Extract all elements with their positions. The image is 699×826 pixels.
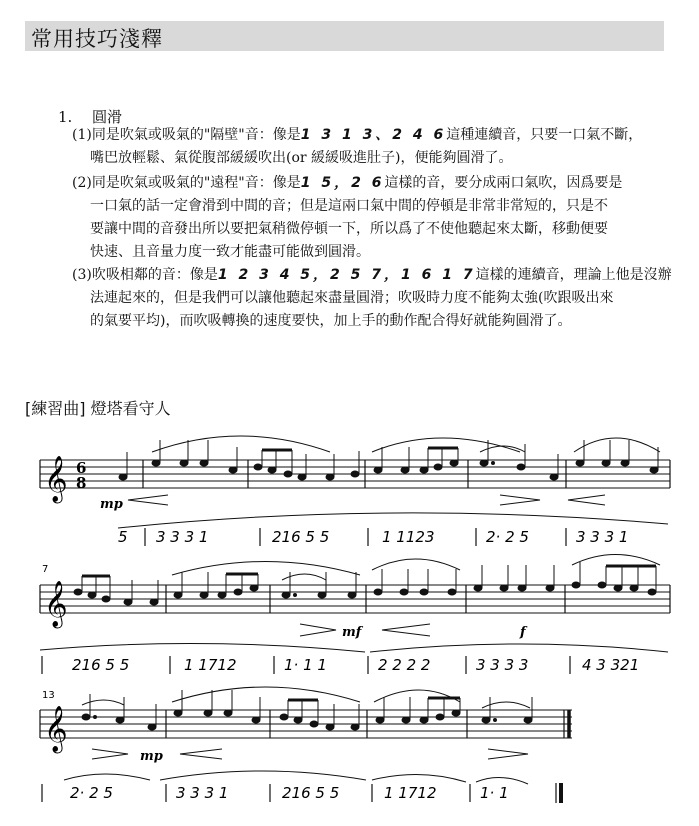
paragraph-1-line-2: 嘴巴放輕鬆、氣從腹部緩緩吹出(or 緩緩吸進肚子)，便能夠圓滑了。 xyxy=(90,150,513,166)
dynamic-f: f xyxy=(520,625,526,640)
svg-text:1 1712: 1 1712 xyxy=(384,784,437,802)
paragraph-3-notation: 1 2 3 4 5，2 5 7，1 6 1 7 xyxy=(217,267,476,283)
paragraph-2-notation: 1 5，2 6 xyxy=(300,175,385,191)
paragraph-3-line-2: 法連起來的，但是我們可以讓他聽起來盡量圓滑；吹吸時力度不能夠太強(吹跟吸出來 xyxy=(90,290,614,306)
decrescendo-hairpin xyxy=(92,749,128,759)
jianpu-row-2 xyxy=(40,643,668,674)
svg-text:1· 1: 1· 1 xyxy=(480,784,509,802)
treble-clef-icon: 𝄞 xyxy=(44,581,68,627)
jianpu-row-3 xyxy=(42,771,561,803)
staff-3 xyxy=(40,687,572,764)
decrescendo-hairpin xyxy=(300,624,336,636)
decrescendo-hairpin xyxy=(488,749,528,759)
paragraph-2-line-2: 一口氣的話一定會滑到中間的音；但是這兩口氣中間的停頓是非常非常短的，只是不 xyxy=(90,198,608,214)
svg-text:5: 5 xyxy=(118,528,128,546)
paragraph-1-notation: 1 3 1 3、2 4 6 xyxy=(300,127,447,143)
paragraph-1-line-1: (1)同是吹氣或吸氣的"隔壁"音：像是1 3 1 3、2 4 6這種連續音，只要一口氣不斷， xyxy=(72,127,643,143)
dynamic-mp-1: mp xyxy=(100,497,123,512)
jianpu-row-1 xyxy=(118,513,668,546)
treble-clef-icon: 𝄞 xyxy=(44,706,68,752)
paragraph-2-line-3: 要讓中間的音發出所以要把氣稍微停頓一下，所以爲了不使他聽起來太斷，移動便要 xyxy=(90,221,608,237)
staff-2 xyxy=(40,555,670,641)
svg-text:2· 2 5: 2· 2 5 xyxy=(486,528,529,546)
svg-text:216 5 5: 216 5 5 xyxy=(282,784,340,802)
time-signature-bottom: 8 xyxy=(76,474,87,492)
decrescendo-hairpin xyxy=(500,495,540,505)
svg-text:4 3 321: 4 3 321 xyxy=(582,656,640,674)
svg-text:3 3 3 1: 3 3 3 1 xyxy=(576,528,629,546)
svg-text:1 1712: 1 1712 xyxy=(184,656,237,674)
staff-1 xyxy=(40,436,670,512)
measure-number-13: 13 xyxy=(42,690,55,701)
crescendo-hairpin xyxy=(128,495,168,505)
svg-text:216 5 5: 216 5 5 xyxy=(72,656,130,674)
svg-text:3 3 3 1: 3 3 3 1 xyxy=(176,784,229,802)
svg-text:3 3 3 3: 3 3 3 3 xyxy=(476,656,529,674)
paragraph-3-line-1: (3)吹吸相鄰的音：像是1 2 3 4 5，2 5 7，1 6 1 7這樣的連續音，理論上他是沒辦 xyxy=(72,267,672,283)
crescendo-hairpin xyxy=(180,749,222,759)
time-signature-top: 6 xyxy=(76,459,87,477)
svg-text:3 3 3 1: 3 3 3 1 xyxy=(156,528,209,546)
dynamic-mf: mf xyxy=(342,625,362,640)
crescendo-hairpin xyxy=(568,495,605,505)
paragraph-2-line-1: (2)同是吹氣或吸氣的"遠程"音：像是1 5，2 6這樣的音，要分成兩口氣吹，因爲要是 xyxy=(72,175,623,191)
page-title: 常用技巧淺釋 xyxy=(31,27,163,51)
section-number: 1. xyxy=(58,108,73,126)
crescendo-hairpin xyxy=(382,624,430,636)
svg-text:216 5 5: 216 5 5 xyxy=(272,528,330,546)
exercise-title: [練習曲] 燈塔看守人 xyxy=(25,399,171,418)
dynamic-mp-2: mp xyxy=(140,749,163,764)
measure-number-7: 7 xyxy=(42,564,49,575)
section-heading-text: 圓滑 xyxy=(92,108,123,126)
treble-clef-icon: 𝄞 xyxy=(44,456,68,502)
svg-text:1 1123: 1 1123 xyxy=(382,528,435,546)
paragraph-2-line-4: 快速、且音量力度一致才能盡可能做到圓滑。 xyxy=(90,244,370,260)
svg-text:2 2 2 2: 2 2 2 2 xyxy=(378,656,431,674)
svg-text:1· 1 1: 1· 1 1 xyxy=(284,656,327,674)
paragraph-3-line-3: 的氣要平均)，而吹吸轉換的速度要快，加上手的動作配合得好就能夠圓滑了。 xyxy=(90,313,572,329)
svg-text:2· 2 5: 2· 2 5 xyxy=(70,784,113,802)
